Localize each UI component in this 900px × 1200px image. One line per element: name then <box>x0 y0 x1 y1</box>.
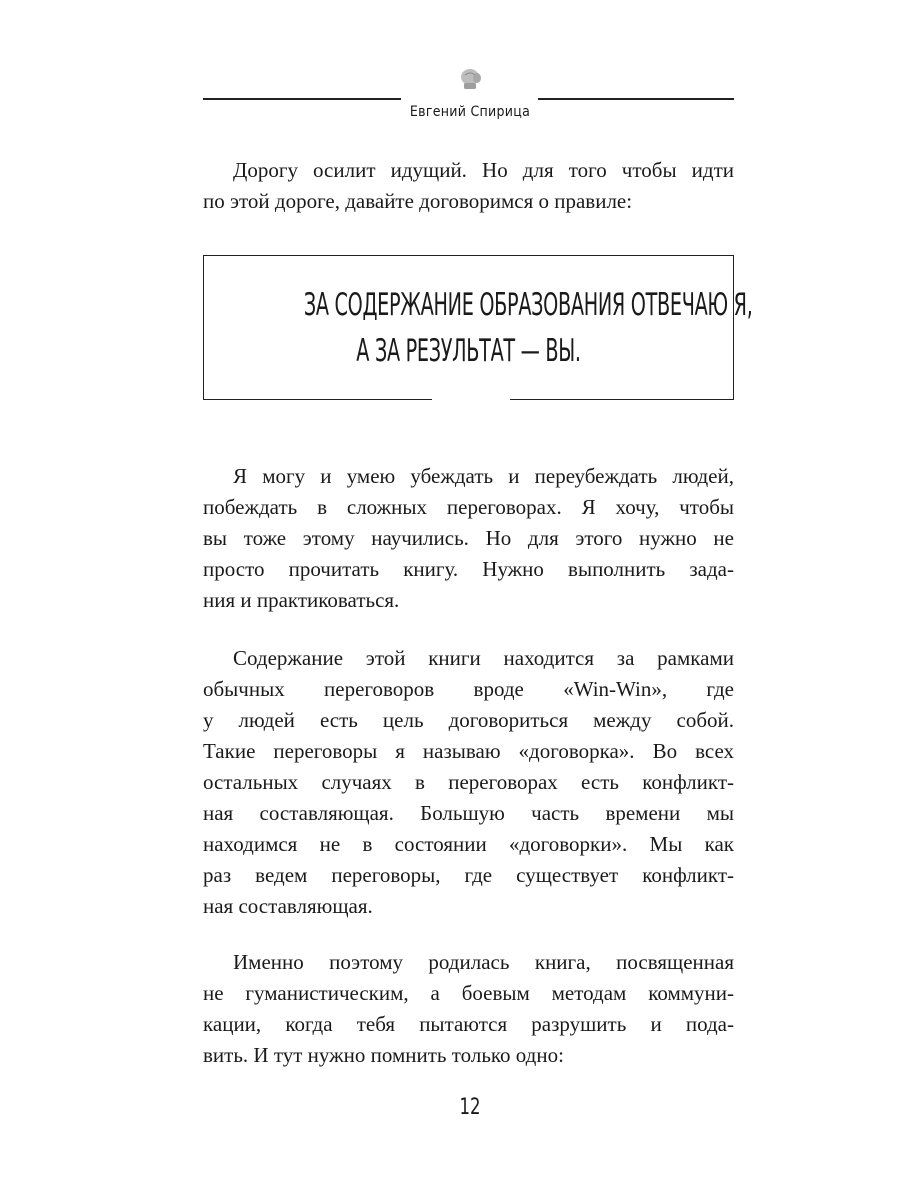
rule-box-bottom-left <box>203 399 432 400</box>
header-rule-left <box>203 98 401 100</box>
text-line: ния и практиковаться. <box>203 588 400 612</box>
rule-line: ЗА СОДЕРЖАНИЕ ОБРАЗОВАНИЯ ОТВЕЧАЮ Я, <box>303 287 753 323</box>
text-line: Я могу и умею убеждать и переубеждать людей, <box>233 464 734 488</box>
text-line: Такие переговоры я называю «договорка». Во всех <box>203 739 734 763</box>
text-line: ная составляющая. Большую часть времени мы <box>203 801 734 825</box>
text-line: побеждать в сложных переговорах. Я хочу, чтобы <box>203 495 734 519</box>
text-line: ная составляющая. <box>203 894 373 918</box>
rule-line: А ЗА РЕЗУЛЬТАТ — ВЫ. <box>356 333 581 369</box>
text-line: не гуманистическим, а боевым методам коммуни- <box>203 981 734 1005</box>
text-line: Дорогу осилит идущий. Но для того чтобы идти <box>233 158 734 182</box>
text-line: вить. И тут нужно помнить только одно: <box>203 1043 564 1067</box>
body-paragraph <box>203 947 734 1071</box>
intro-paragraph <box>203 155 734 217</box>
text-line: просто прочитать книгу. Нужно выполнить зада- <box>203 557 734 581</box>
body-paragraph <box>203 643 734 922</box>
body-paragraph <box>203 461 734 616</box>
rule-box-bottom-right <box>510 399 734 400</box>
text-line: находимся не в состоянии «договорки». Мы как <box>203 832 734 856</box>
text-line: кации, когда тебя пытаются разрушить и пода- <box>203 1012 734 1036</box>
text-line: Содержание этой книги находится за рамками <box>233 646 734 670</box>
text-line: вы тоже этому научились. Но для этого нужно не <box>203 526 734 550</box>
text-line: остальных случаях в переговорах есть конфликт- <box>203 770 734 794</box>
header-rule-right <box>538 98 734 100</box>
author-name: Евгений Спирица <box>409 104 531 120</box>
text-line: Именно поэтому родилась книга, посвященная <box>233 950 734 974</box>
text-line: у людей есть цель договориться между собой. <box>203 708 734 732</box>
text-line: раз ведем переговоры, где существует конфликт- <box>203 863 734 887</box>
page-number: 12 <box>459 1095 481 1120</box>
boxing-glove-icon <box>458 66 484 92</box>
running-header <box>0 60 900 130</box>
text-line: по этой дороге, давайте договоримся о правиле: <box>203 189 633 213</box>
text-line: обычных переговоров вроде «Win-Win», где <box>203 677 734 701</box>
rule-statement <box>203 282 753 374</box>
